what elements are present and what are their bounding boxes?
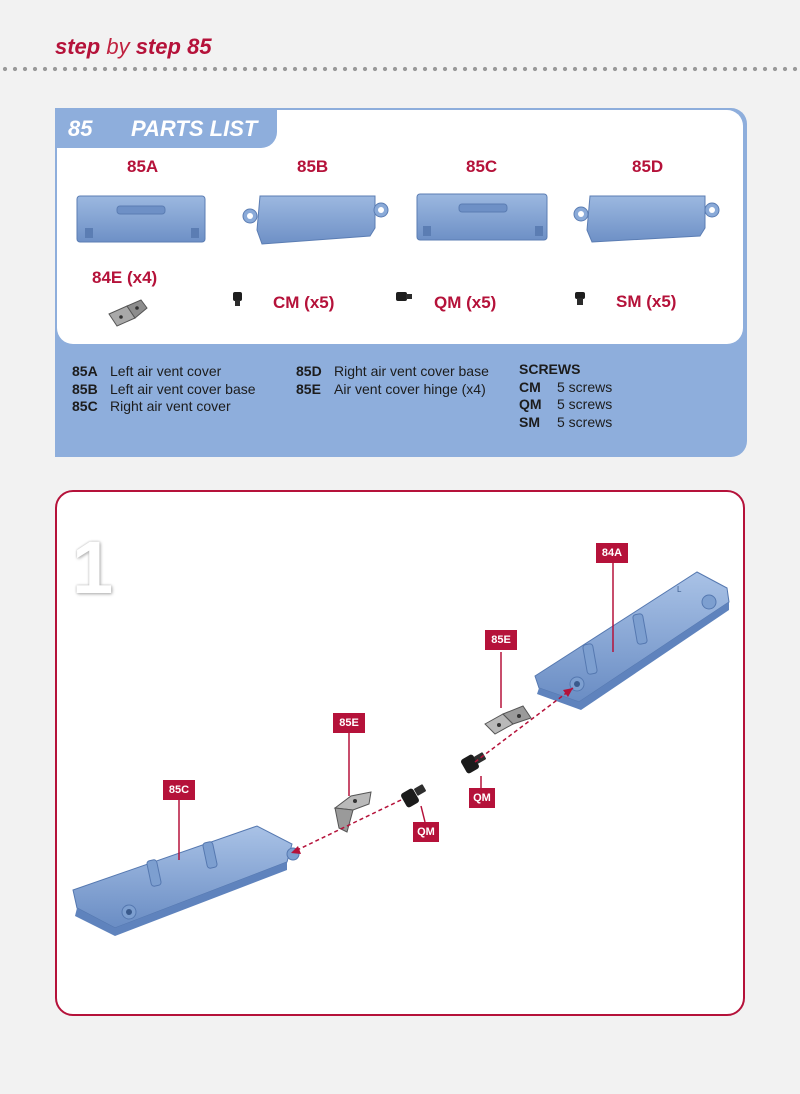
- parts-list-title: PARTS LIST: [131, 116, 258, 141]
- callout-qm-upper: QM: [469, 788, 495, 808]
- dotted-divider: [0, 66, 800, 72]
- callout-85c: 85C: [163, 780, 195, 800]
- screw-qm-upper: [460, 752, 486, 774]
- legend-item: 85D Right air vent cover base: [296, 363, 489, 379]
- step-1-illustration: [57, 492, 743, 1014]
- legend-item: 85C Right air vent cover: [72, 398, 231, 414]
- part-label-85d: 85D: [632, 157, 664, 176]
- part-85b: [243, 196, 388, 244]
- part-hinge: [109, 300, 147, 326]
- part-84a-assembly: [535, 572, 729, 710]
- part-85d: [574, 196, 719, 242]
- callout-85e-lower: 85E: [333, 713, 365, 733]
- screw-qm: [396, 292, 412, 301]
- screw-label-cm: CM (x5): [273, 293, 335, 312]
- screw-cm: [233, 292, 242, 306]
- step-number: 1: [72, 526, 114, 609]
- part-85c: [417, 194, 547, 240]
- part-label-85b: 85B: [297, 157, 329, 176]
- part-84a-marking: L: [677, 585, 682, 594]
- screw-sm: [575, 292, 585, 305]
- screws-heading: SCREWS: [519, 361, 581, 377]
- legend-item: CM 5 screws: [519, 378, 613, 395]
- legend-item: 85B Left air vent cover base: [72, 380, 256, 397]
- legend-column-1: [72, 363, 256, 416]
- part-label-85a: 85A: [127, 157, 159, 176]
- callout-qm-lower: QM: [413, 822, 439, 842]
- legend-column-2: [296, 363, 489, 398]
- screw-qm-lower: [400, 784, 426, 808]
- screw-label-sm: SM (x5): [616, 292, 677, 311]
- legend-item: SM 5 screws: [519, 413, 613, 430]
- callout-lines: [179, 560, 613, 860]
- step-heading: step by step 85: [55, 34, 212, 59]
- callout-85e-upper: 85E: [485, 630, 517, 650]
- hinge-85e-lower: [335, 792, 371, 832]
- callout-84a: 84A: [596, 543, 628, 563]
- part-85c-assembly: [73, 826, 299, 936]
- hinge-85e-upper: [485, 706, 531, 734]
- part-85a: [77, 196, 205, 242]
- screw-label-qm: QM (x5): [434, 293, 497, 312]
- legend-item: 85A Left air vent cover: [72, 363, 222, 379]
- hinge-label: 84E (x4): [92, 268, 158, 287]
- legend-item: 85E Air vent cover hinge (x4): [296, 380, 486, 397]
- part-label-85c: 85C: [466, 157, 498, 176]
- legend-item: QM 5 screws: [519, 396, 613, 412]
- parts-list-number: 85: [68, 116, 93, 141]
- parts-illustrations: [57, 178, 743, 344]
- legend-screws: [519, 361, 612, 431]
